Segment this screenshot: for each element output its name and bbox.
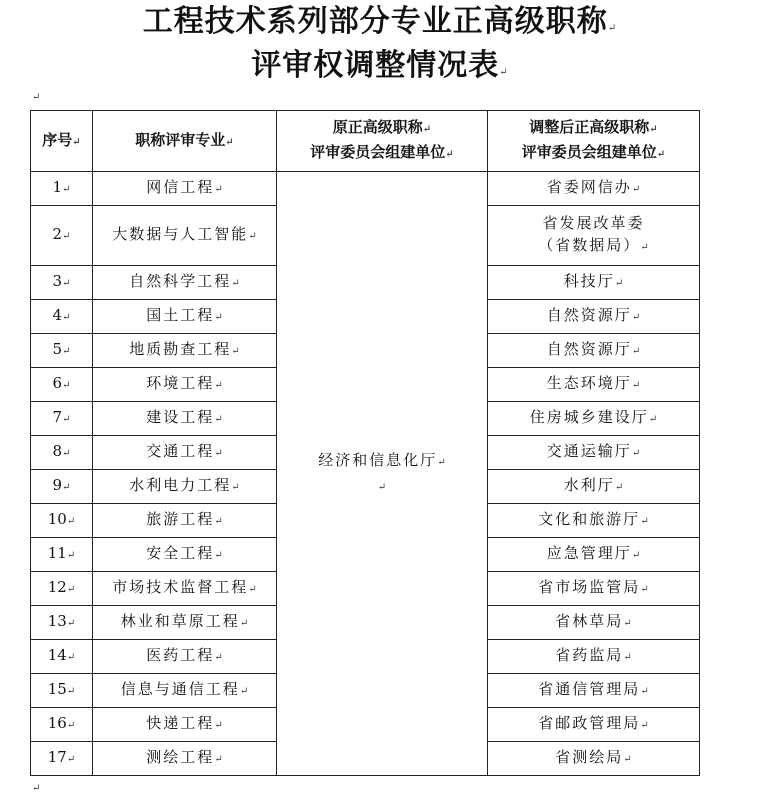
header-specialty: 职称评审专业↵ <box>93 111 277 172</box>
row-index: 11↵ <box>31 538 93 572</box>
row-adjusted-unit: 自然资源厅↵ <box>488 334 700 368</box>
row-adjusted-unit: 交通运输厅↵ <box>488 436 700 470</box>
row-specialty: 安全工程↵ <box>93 538 277 572</box>
row-specialty: 医药工程↵ <box>93 640 277 674</box>
row-adjusted-unit: 省邮政管理局↵ <box>488 708 700 742</box>
row-adjusted-unit: 省通信管理局↵ <box>488 674 700 708</box>
row-specialty: 大数据与人工智能↵ <box>93 206 277 266</box>
row-specialty: 林业和草原工程↵ <box>93 606 277 640</box>
row-specialty: 地质勘查工程↵ <box>93 334 277 368</box>
row-index: 17↵ <box>31 742 93 776</box>
row-index: 15↵ <box>31 674 93 708</box>
table-row <box>31 172 700 206</box>
row-specialty: 网信工程↵ <box>93 172 277 206</box>
row-adjusted-unit: 应急管理厅↵ <box>488 538 700 572</box>
row-specialty: 国土工程↵ <box>93 300 277 334</box>
row-index: 6↵ <box>31 368 93 402</box>
paragraph-mark-icon: ↵ <box>32 92 41 103</box>
document-title-line2: 评审权调整情况表↵ <box>251 48 509 83</box>
header-index: 序号↵ <box>31 111 93 172</box>
row-specialty: 市场技术监督工程↵ <box>93 572 277 606</box>
row-index: 2↵ <box>31 206 93 266</box>
row-adjusted-unit: 生态环境厅↵ <box>488 368 700 402</box>
row-index: 10↵ <box>31 504 93 538</box>
row-adjusted-unit: 省委网信办↵ <box>488 172 700 206</box>
document-title-line1: 工程技术系列部分专业正高级职称↵ <box>142 4 618 39</box>
row-adjusted-unit: 省市场监管局↵ <box>488 572 700 606</box>
row-adjusted-unit: 住房城乡建设厅↵ <box>488 402 700 436</box>
row-specialty: 水利电力工程↵ <box>93 470 277 504</box>
row-specialty: 自然科学工程↵ <box>93 266 277 300</box>
header-original-unit: 原正高级职称↵ 评审委员会组建单位↵ <box>277 111 488 172</box>
row-specialty: 环境工程↵ <box>93 368 277 402</box>
row-index: 8↵ <box>31 436 93 470</box>
row-specialty: 建设工程↵ <box>93 402 277 436</box>
row-index: 9↵ <box>31 470 93 504</box>
row-index: 16↵ <box>31 708 93 742</box>
paragraph-mark-icon: ↵ <box>499 67 509 78</box>
row-index: 4↵ <box>31 300 93 334</box>
row-index: 5↵ <box>31 334 93 368</box>
original-unit-merged: 经济和信息化厅↵ ↵ <box>277 172 488 776</box>
row-adjusted-unit: 省林草局↵ <box>488 606 700 640</box>
row-index: 7↵ <box>31 402 93 436</box>
row-index: 1↵ <box>31 172 93 206</box>
row-index: 12↵ <box>31 572 93 606</box>
row-adjusted-unit: 省测绘局↵ <box>488 742 700 776</box>
row-adjusted-unit: 自然资源厅↵ <box>488 300 700 334</box>
row-index: 3↵ <box>31 266 93 300</box>
paragraph-mark-icon: ↵ <box>607 23 618 34</box>
row-adjusted-unit: 省发展改革委 （省数据局）↵ <box>488 206 700 266</box>
table-header-row <box>31 111 700 172</box>
row-index: 14↵ <box>31 640 93 674</box>
row-specialty: 交通工程↵ <box>93 436 277 470</box>
row-adjusted-unit: 水利厅↵ <box>488 470 700 504</box>
row-index: 13↵ <box>31 606 93 640</box>
header-adjusted-unit: 调整后正高级职称↵ 评审委员会组建单位↵ <box>488 111 700 172</box>
row-specialty: 快递工程↵ <box>93 708 277 742</box>
row-adjusted-unit: 科技厅↵ <box>488 266 700 300</box>
row-adjusted-unit: 文化和旅游厅↵ <box>488 504 700 538</box>
row-adjusted-unit: 省药监局↵ <box>488 640 700 674</box>
row-specialty: 信息与通信工程↵ <box>93 674 277 708</box>
adjustment-table <box>30 110 700 776</box>
row-specialty: 旅游工程↵ <box>93 504 277 538</box>
paragraph-mark-icon: ↵ <box>32 783 41 794</box>
row-specialty: 测绘工程↵ <box>93 742 277 776</box>
